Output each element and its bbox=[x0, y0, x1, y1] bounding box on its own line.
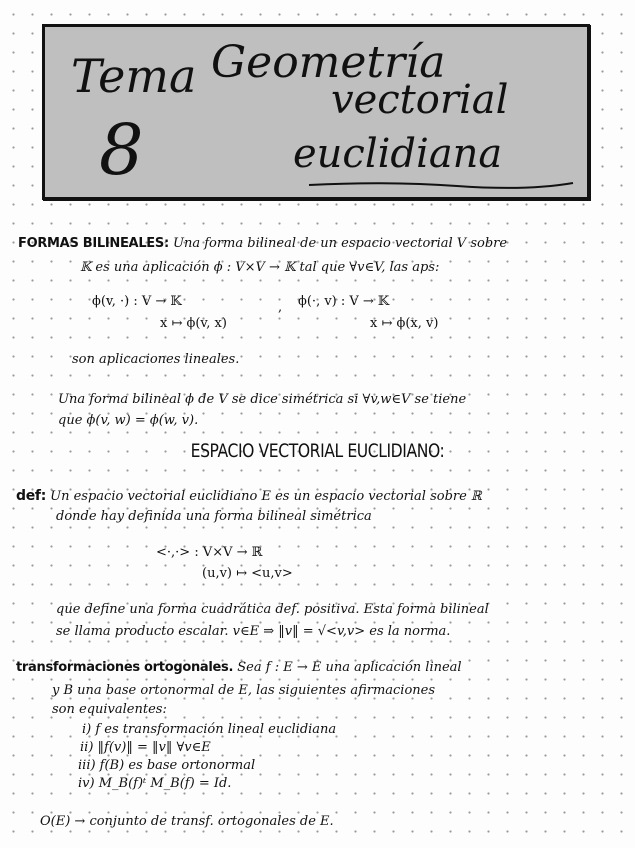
formas-line-1 bbox=[18, 236, 507, 251]
def-text-1: Un espacio vectorial euclidiano E es un espacio vectorial sobre ℝ bbox=[50, 489, 482, 504]
title-line-2: vectorial bbox=[331, 77, 509, 123]
transf-item-1: i) f es transformación lineal euclidiana bbox=[82, 722, 337, 737]
title-box bbox=[42, 24, 590, 200]
transf-item-4: iv) M_B(f)ᵗ M_B(f) = Id. bbox=[78, 776, 232, 791]
map2-def: ϕ(·, v) : V → 𝕂 bbox=[298, 294, 390, 309]
footer-line: O(E) → conjunto de transf. ortogonales de E. bbox=[40, 814, 334, 829]
espacio-heading: ESPACIO VECTORIAL EUCLIDIANO: bbox=[190, 440, 445, 462]
product-def: <·,·> : V×V → ℝ bbox=[156, 545, 263, 560]
product-rule: (u,v) ↦ <u,v> bbox=[202, 566, 293, 581]
map2-rule: x ↦ ϕ(x, v) bbox=[370, 316, 439, 331]
map1-rule: x ↦ ϕ(v, x) bbox=[160, 316, 227, 331]
transf-text-1: Sea f : E → E una aplicación lineal bbox=[237, 660, 462, 675]
def-line-1 bbox=[16, 488, 482, 504]
def-line-4: se llama producto escalar. v∈E ⇒ ‖v‖ = √<v,v> es la norma. bbox=[56, 624, 451, 639]
title-line-3: euclidiana bbox=[293, 131, 503, 177]
transf-line-2: y B una base ortonormal de E, las siguientes afirmaciones bbox=[52, 683, 436, 698]
def-line-2: donde hay definida una forma bilineal simétrica bbox=[56, 509, 372, 524]
transf-item-3: iii) f(B) es base ortonormal bbox=[78, 758, 256, 773]
formas-line-2: 𝕂 es una aplicación ϕ : V×V → 𝕂 tal que ∀v∈V, las aps: bbox=[80, 260, 440, 275]
formas-line-3: son aplicaciones lineales. bbox=[72, 352, 240, 367]
title-line-1: Geometría bbox=[211, 37, 446, 88]
title-underline bbox=[307, 177, 577, 191]
transf-line-3: son equivalentes: bbox=[52, 702, 167, 717]
tema-label: Tema bbox=[71, 49, 197, 103]
formas-heading: FORMAS BILINEALES: bbox=[18, 236, 169, 251]
transf-item-2: ii) ‖f(v)‖ = ‖v‖ ∀v∈E bbox=[80, 740, 211, 755]
def-line-3: que define una forma cuadrática def. positiva. Esta forma bilineal bbox=[56, 602, 489, 617]
transf-heading: transformaciones ortogonales. bbox=[16, 660, 234, 675]
sym-line-1: Una forma bilineal ϕ de V se dice simétrica si ∀v,w∈V se tiene bbox=[58, 392, 467, 407]
transf-line-1 bbox=[16, 660, 462, 675]
def-label: def: bbox=[16, 488, 47, 504]
tema-number: 8 bbox=[99, 109, 144, 191]
maps-separator: , bbox=[278, 300, 283, 315]
formas-text-1: Una forma bilineal de un espacio vectorial V sobre bbox=[172, 236, 508, 251]
map1-def: ϕ(v, ·) : V → 𝕂 bbox=[92, 294, 182, 309]
sym-line-2: que ϕ(v, w) = ϕ(w, v). bbox=[58, 413, 199, 428]
